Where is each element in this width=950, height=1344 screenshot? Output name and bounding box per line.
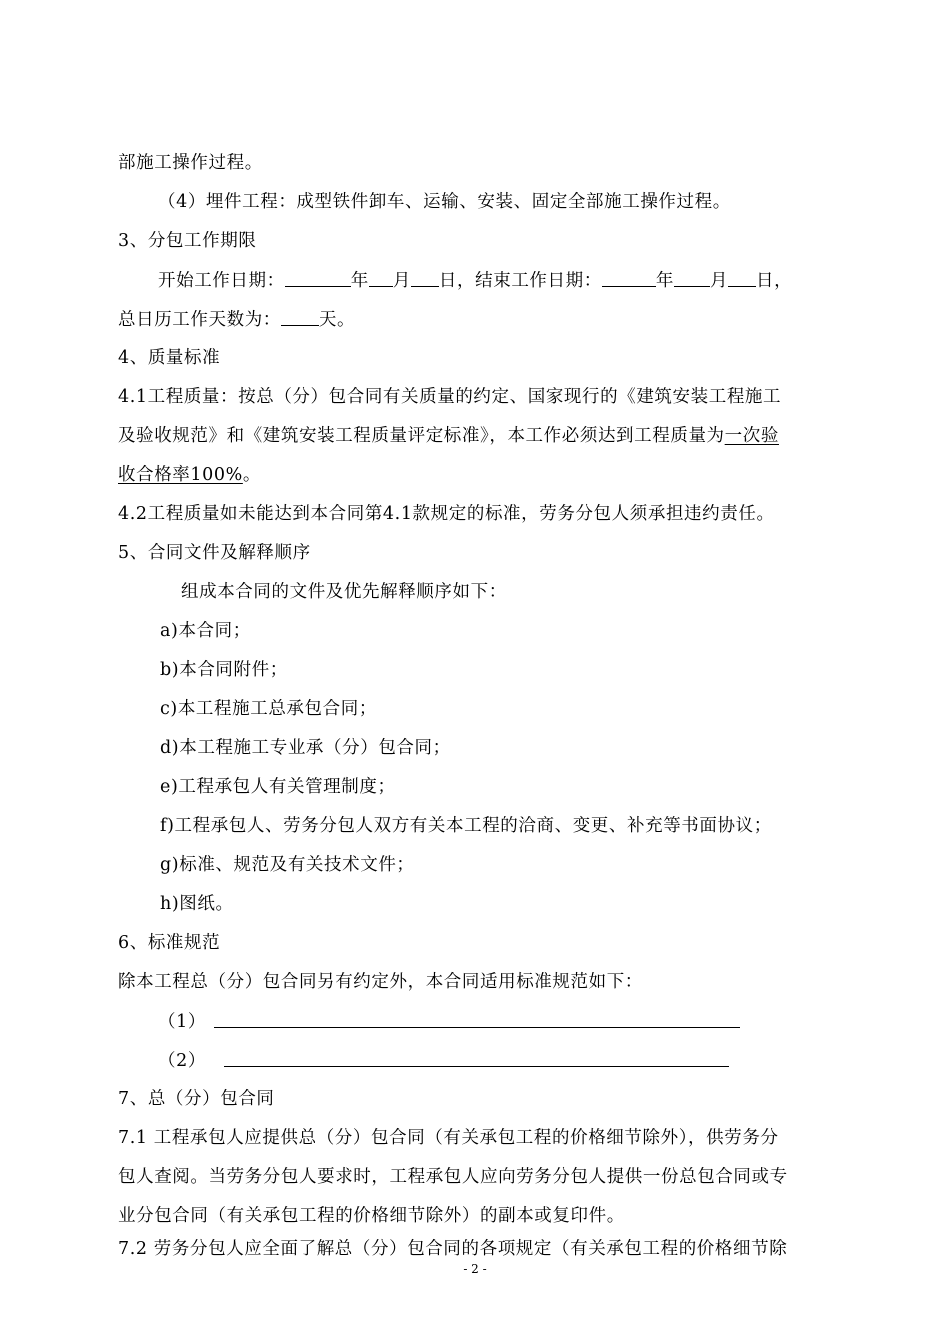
text-line-2: （4）埋件工程：成型铁件卸车、运输、安装、固定全部施工操作过程。 [158,192,731,212]
start-year-blank [285,270,351,287]
year-label-2: 年 [655,271,674,291]
text-line-7-1: 7.1 工程承包人应提供总（分）包合同（有关承包工程的价格细节除外），供劳务分 [118,1128,779,1148]
end-date-label: 日，结束工作日期： [438,271,602,291]
text-line-4-2: 4.2工程质量如未能达到本合同第4.1款规定的标准，劳务分包人须承担违约责任。 [118,504,775,524]
text-line-4-1: 4.1工程质量：按总（分）包合同有关质量的约定、国家现行的《建筑安装工程施工 [118,387,782,407]
section-heading-6: 6、标准规范 [118,933,221,953]
section-heading-7: 7、总（分）包合同 [118,1089,275,1109]
month-label-2: 月 [709,271,729,291]
list-item-d: d)本工程施工专业承（分）包合同； [160,738,451,758]
page-number: - 2 - [463,1262,487,1276]
total-days-blank [281,309,319,326]
list-item-h: h)图纸。 [160,894,234,914]
period: 。 [242,465,261,485]
list-item-e: e)工程承包人有关管理制度； [160,777,396,797]
text-line-7-1-cont: 包人查阅。当劳务分包人要求时，工程承包人应向劳务分包人提供一份总包合同或专 [118,1167,788,1187]
standard-item-2-blank [224,1050,729,1067]
start-month-blank [369,270,393,287]
list-item-f: f)工程承包人、劳务分包人双方有关本工程的洽商、变更、补充等书面协议； [160,816,772,836]
standard-item-1 [158,1011,740,1032]
text-line-4-1-cont [118,426,779,446]
text-line-6-intro: 除本工程总（分）包合同另有约定外，本合同适用标准规范如下： [118,972,643,992]
end-year-blank [602,270,656,287]
text-line-5-intro: 组成本合同的文件及优先解释顺序如下： [181,582,507,602]
section-heading-3: 3、分包工作期限 [118,231,257,251]
quality-requirement: 一次验 [724,426,779,446]
text-line-7-2: 7.2 劳务分包人应全面了解总（分）包合同的各项规定（有关承包工程的价格细节除 [118,1239,788,1259]
list-item-a: a)本合同； [160,621,251,641]
list-item-c: c)本工程施工总承包合同； [160,699,377,719]
text-line-4-1-end [118,465,261,485]
year-label: 年 [350,271,369,291]
list-item-b: b)本合同附件； [160,660,288,680]
section-heading-4: 4、质量标准 [118,348,221,368]
day-label-2: 日， [756,271,793,291]
days-unit: 天。 [318,310,356,330]
standard-item-2 [158,1050,729,1071]
quality-rate: 收合格率100% [118,465,243,485]
text-line-work-dates [158,270,792,291]
month-label: 月 [392,271,411,291]
start-date-label: 开始工作日期： [158,271,285,291]
section-heading-5: 5、合同文件及解释顺序 [118,543,311,563]
end-month-blank [674,270,710,287]
total-days-label: 总日历工作天数为： [118,310,281,330]
quality-text: 及验收规范》和《建筑安装工程质量评定标准》，本工作必须达到工程质量为 [118,426,725,446]
start-day-blank [411,270,439,287]
standard-item-1-label: （1） [158,1012,206,1032]
text-line-1: 部施工操作过程。 [118,153,263,173]
list-item-g: g)标准、规范及有关技术文件； [160,855,415,875]
end-day-blank [728,270,756,287]
text-line-total-days [118,309,355,330]
standard-item-2-label: （2） [158,1051,206,1071]
standard-item-1-blank [214,1011,740,1028]
text-line-7-1-end: 业分包合同（有关承包工程的价格细节除外）的副本或复印件。 [118,1206,625,1226]
